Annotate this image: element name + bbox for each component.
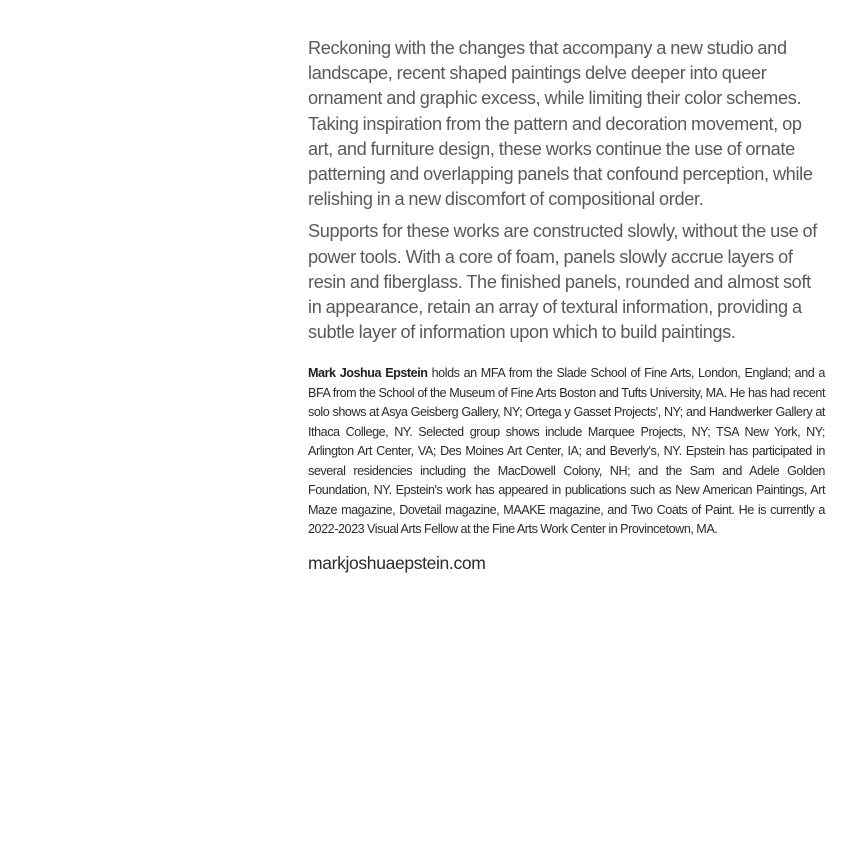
website-link[interactable]: markjoshuaepstein.com [308,552,486,573]
artist-bio [308,364,825,540]
statement-paragraph-1: Reckoning with the changes that accompany a new studio and landscape, recent shaped paintings delve deeper into queer ornament and graphic excess, while limiting their color schemes. Taking inspiration from the pattern and decoration movement, op art, and furniture design, these works continue the use of ornate patterning and overlapping panels that confound perception, while relishing in a new discomfort of compositional order. [308,38,813,210]
bio-text: holds an MFA from the Slade School of Fine Arts, London, England; and a BFA from the School of the Museum of Fine Arts Boston and Tufts University, MA. He has had recent solo shows at Asya Geisberg Gallery, NY; Ortega y Gasset Projects', NY; and Handwerker Gallery at Ithaca College, NY. Selected group shows include Marquee Projects, NY; TSA New York, NY; Arlington Art Center, VA; Des Moines Art Center, IA; and Beverly's, NY. Epstein has participated in several residencies including the MacDowell Colony, NH; and the Sam and Adele Golden Foundation, NY. Epstein's work has appeared in publications such as New American Paintings, Art Maze magazine, Dovetail magazine, MAAKE magazine, and Two Coats of Paint. He is currently a 2022-2023 Visual Arts Fellow at the Fine Arts Work Center in Provincetown, MA. [308,366,825,537]
statement-paragraph-2: Supports for these works are constructed slowly, without the use of power tools. With a core of foam, panels slowly accrue layers of resin and fiberglass. The finished panels, rounded and almost soft in appearance, retain an array of textural information, providing a subtle layer of information upon which to build paintings. [308,221,818,343]
artist-statement [308,36,825,345]
artist-name: Mark Joshua Epstein [308,366,428,381]
text-column [308,36,825,575]
